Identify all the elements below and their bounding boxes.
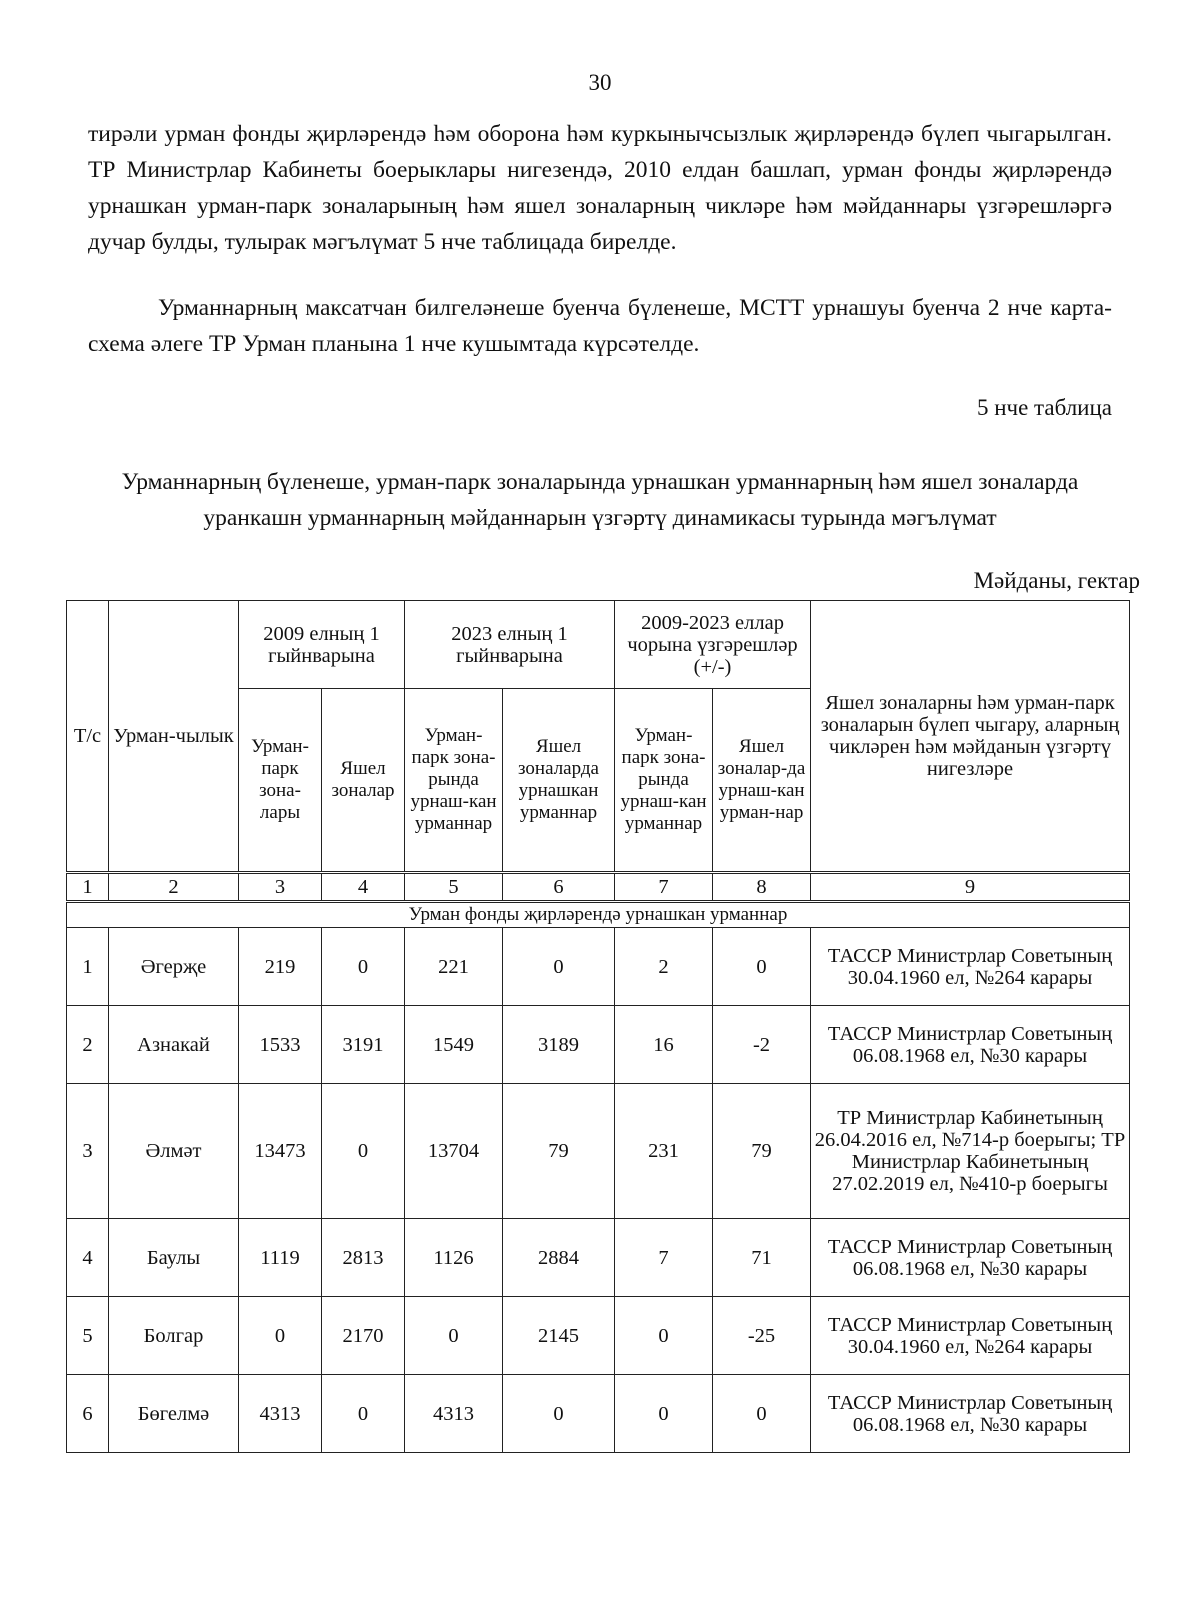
forestry-name: Әлмәт bbox=[109, 1084, 239, 1219]
header-change: 2009-2023 еллар чорына үзгәрешләр (+/-) bbox=[615, 601, 811, 689]
column-number: 8 bbox=[713, 873, 811, 902]
column-number: 6 bbox=[503, 873, 615, 902]
park-2009: 1533 bbox=[239, 1006, 322, 1084]
green-2009: 0 bbox=[322, 928, 405, 1006]
paragraph-1: тирәли урман фонды җирләрендә һәм оборона һәм куркынычсызлык җирләрендә бүлеп чыгарылган. ТР Министрлар Кабинеты боерыклары нигезендә, 2010 елдан башлап, урман фонды җирләрендә урнашкан урман-парк зоналарының һәм яшел зоналарның чикләре һәм мәйданнары үзгәрешләргә дучар булды, тулырак мәгълүмат 5 нче таблицада бирелде. bbox=[88, 121, 1112, 255]
park-2009: 1119 bbox=[239, 1219, 322, 1297]
section-row bbox=[67, 902, 1130, 928]
park-2023: 221 bbox=[405, 928, 503, 1006]
table-row bbox=[67, 1006, 1130, 1084]
section-title: Урман фонды җирләрендә урнашкан урманнар bbox=[67, 902, 1130, 928]
green-2023: 0 bbox=[503, 1375, 615, 1453]
basis: ТАССР Министрлар Советының 06.08.1968 ел, №30 карары bbox=[811, 1219, 1130, 1297]
units-label: Мәйданы, гектар bbox=[973, 568, 1140, 593]
table-row bbox=[67, 1219, 1130, 1297]
green-2023: 79 bbox=[503, 1084, 615, 1219]
header-2023: 2023 елның 1 гыйнварына bbox=[405, 601, 615, 689]
park-2009: 4313 bbox=[239, 1375, 322, 1453]
column-number: 2 bbox=[109, 873, 239, 902]
basis: ТАССР Министрлар Советының 06.08.1968 ел, №30 карары bbox=[811, 1006, 1130, 1084]
header-num: Т/с bbox=[67, 601, 109, 873]
row-number: 5 bbox=[67, 1297, 109, 1375]
forestry-name: Бөгелмә bbox=[109, 1375, 239, 1453]
green-2009: 3191 bbox=[322, 1006, 405, 1084]
header-basis: Яшел зоналарны һәм урман-парк зоналарын бүлеп чыгару, аларның чикләрен һәм мәйданын үзгәртү нигезләре bbox=[811, 601, 1130, 873]
green-change: -25 bbox=[713, 1297, 811, 1375]
row-number: 1 bbox=[67, 928, 109, 1006]
row-number: 6 bbox=[67, 1375, 109, 1453]
park-change: 231 bbox=[615, 1084, 713, 1219]
header-2009: 2009 елның 1 гыйнварына bbox=[239, 601, 405, 689]
column-number: 7 bbox=[615, 873, 713, 902]
green-2023: 3189 bbox=[503, 1006, 615, 1084]
header-change-park: Урман-парк зона-рында урнаш-кан урманнар bbox=[615, 689, 713, 873]
park-change: 0 bbox=[615, 1375, 713, 1453]
green-change: 0 bbox=[713, 1375, 811, 1453]
park-change: 2 bbox=[615, 928, 713, 1006]
park-change: 0 bbox=[615, 1297, 713, 1375]
green-2009: 2813 bbox=[322, 1219, 405, 1297]
column-number: 1 bbox=[67, 873, 109, 902]
park-2023: 4313 bbox=[405, 1375, 503, 1453]
row-number: 3 bbox=[67, 1084, 109, 1219]
header-change-green: Яшел зоналар-да урнаш-кан урман-нар bbox=[713, 689, 811, 873]
column-number: 3 bbox=[239, 873, 322, 902]
green-2023: 0 bbox=[503, 928, 615, 1006]
green-change: 71 bbox=[713, 1219, 811, 1297]
column-number: 5 bbox=[405, 873, 503, 902]
row-number: 2 bbox=[67, 1006, 109, 1084]
green-2023: 2145 bbox=[503, 1297, 615, 1375]
park-2023: 0 bbox=[405, 1297, 503, 1375]
park-2009: 0 bbox=[239, 1297, 322, 1375]
green-change: -2 bbox=[713, 1006, 811, 1084]
table-row bbox=[67, 1375, 1130, 1453]
header-2023-park: Урман-парк зона-рында урнаш-кан урманнар bbox=[405, 689, 503, 873]
green-2023: 2884 bbox=[503, 1219, 615, 1297]
column-number: 9 bbox=[811, 873, 1130, 902]
table-title: Урманнарның бүленеше, урман-парк зоналарында урнашкан урманнарның һәм яшел зоналарда уранкашн урманнарның мәйданнарын үзгәртү динамикасы турында мәгълүмат bbox=[121, 469, 1079, 531]
basis: ТР Министрлар Кабинетының 26.04.2016 ел, №714-р боерыгы; ТР Министрлар Кабинетының 27.02.2019 ел, №410-р боерыгы bbox=[811, 1084, 1130, 1219]
header-2023-green: Яшел зоналарда урнашкан урманнар bbox=[503, 689, 615, 873]
basis: ТАССР Министрлар Советының 06.08.1968 ел, №30 карары bbox=[811, 1375, 1130, 1453]
header-2009-green: Яшел зоналар bbox=[322, 689, 405, 873]
forestry-name: Әгерҗе bbox=[109, 928, 239, 1006]
column-number-row bbox=[67, 873, 1130, 902]
row-number: 4 bbox=[67, 1219, 109, 1297]
forest-table bbox=[66, 600, 1130, 1453]
header-2009-park: Урман-парк зона-лары bbox=[239, 689, 322, 873]
park-2023: 1126 bbox=[405, 1219, 503, 1297]
paragraph-2: Урманнарның максатчан билгеләнеше буенча бүленеше, МСТТ урнашуы буенча 2 нче карта-схема әлеге ТР Урман планына 1 нче кушымтада күрсәтелде. bbox=[88, 295, 1112, 357]
green-change: 79 bbox=[713, 1084, 811, 1219]
park-2009: 13473 bbox=[239, 1084, 322, 1219]
forestry-name: Азнакай bbox=[109, 1006, 239, 1084]
park-2009: 219 bbox=[239, 928, 322, 1006]
green-change: 0 bbox=[713, 928, 811, 1006]
basis: ТАССР Министрлар Советының 30.04.1960 ел, №264 карары bbox=[811, 928, 1130, 1006]
park-change: 7 bbox=[615, 1219, 713, 1297]
park-2023: 1549 bbox=[405, 1006, 503, 1084]
park-change: 16 bbox=[615, 1006, 713, 1084]
basis: ТАССР Министрлар Советының 30.04.1960 ел, №264 карары bbox=[811, 1297, 1130, 1375]
table-row bbox=[67, 1297, 1130, 1375]
page-number: 30 bbox=[588, 70, 612, 95]
table-row bbox=[67, 1084, 1130, 1219]
forestry-name: Болгар bbox=[109, 1297, 239, 1375]
table-label: 5 нче таблица bbox=[976, 395, 1112, 420]
park-2023: 13704 bbox=[405, 1084, 503, 1219]
column-number: 4 bbox=[322, 873, 405, 902]
green-2009: 0 bbox=[322, 1375, 405, 1453]
header-forestry: Урман-чылык bbox=[109, 601, 239, 873]
forestry-name: Баулы bbox=[109, 1219, 239, 1297]
table-row bbox=[67, 928, 1130, 1006]
green-2009: 0 bbox=[322, 1084, 405, 1219]
green-2009: 2170 bbox=[322, 1297, 405, 1375]
